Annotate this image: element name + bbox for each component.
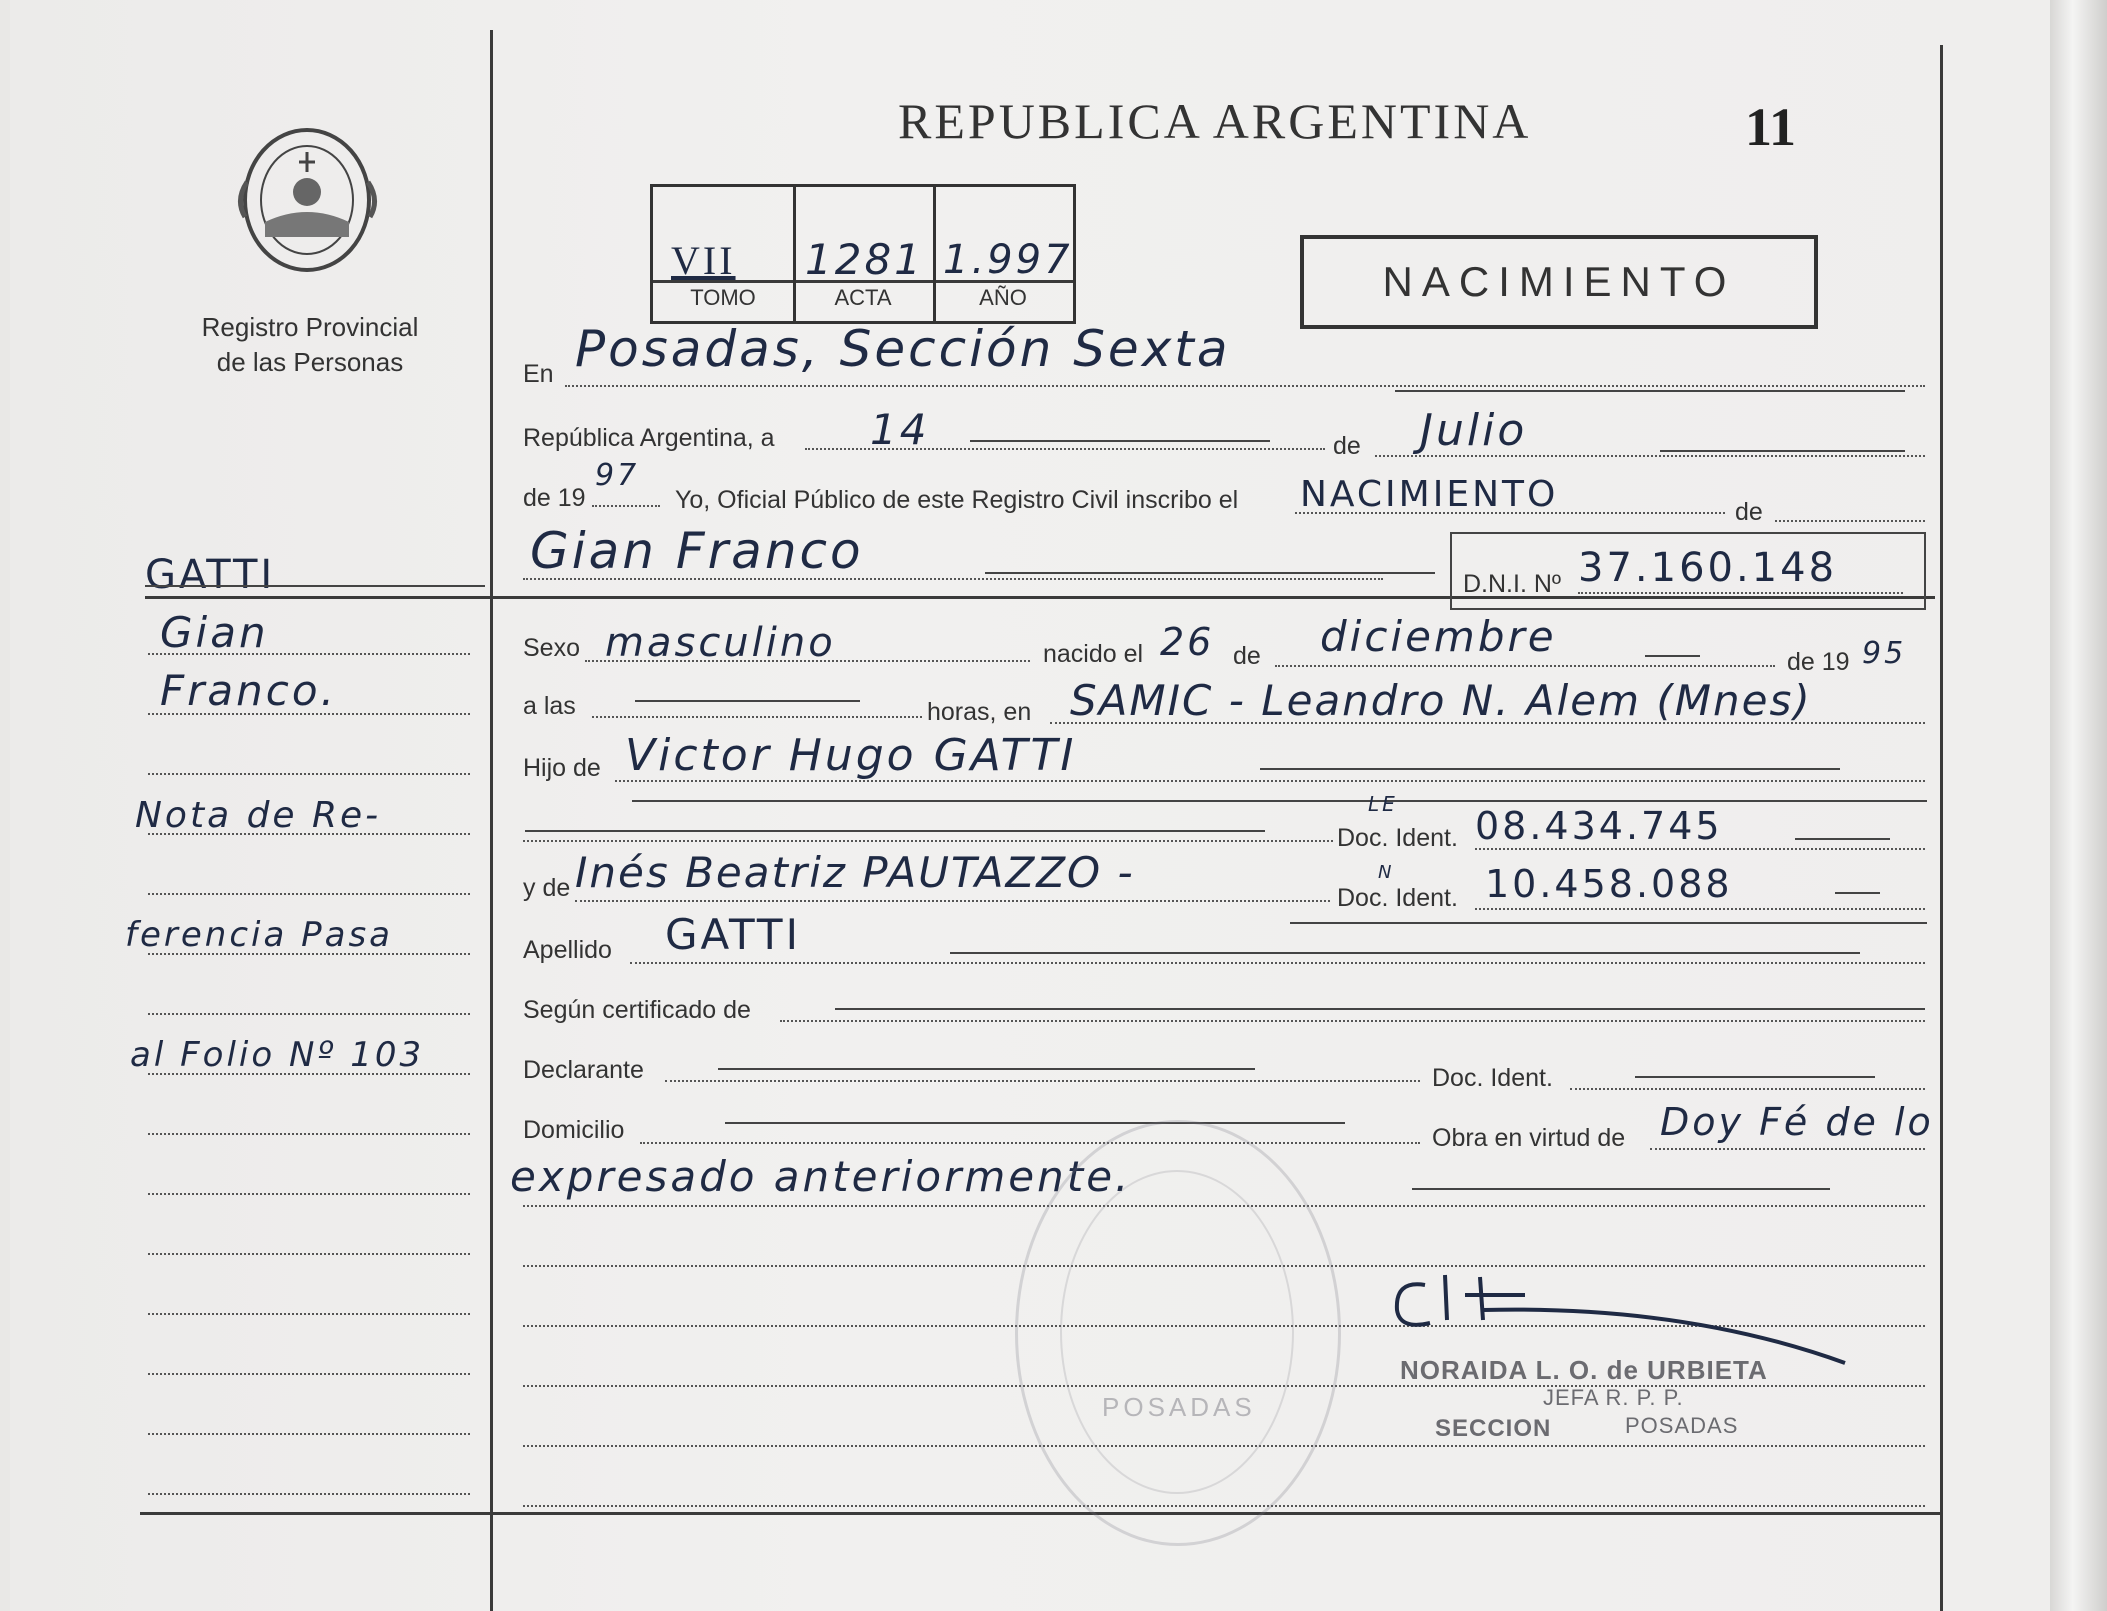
dotted-line: [575, 900, 1330, 902]
place-value: SAMIC - Leandro N. Alem (Mnes): [1070, 676, 1812, 725]
doc-ident-label-3: Doc. Ident.: [1432, 1064, 1553, 1092]
tomo-label: TOMO: [690, 285, 756, 310]
en-label: En: [523, 360, 554, 388]
doc-ident-label: Doc. Ident.: [1337, 824, 1458, 852]
en-value: Posadas, Sección Sexta: [575, 320, 1231, 378]
signatory-name: NORAIDA L. O. de URBIETA: [1400, 1355, 1768, 1385]
dotted-line: [630, 962, 1925, 964]
page-edge: [2050, 0, 2107, 1611]
right-border: [1940, 45, 1943, 1611]
oficial-text: Yo, Oficial Público de este Registro Civil inscribo el: [675, 486, 1239, 514]
apellido-value: GATTI: [665, 910, 801, 959]
nacido-label: nacido el: [1043, 640, 1144, 668]
signatory-title: JEFA R. P. P.: [1543, 1385, 1684, 1410]
domicilio-label: Domicilio: [523, 1116, 625, 1144]
fill-line: [718, 1068, 1255, 1070]
document-title: REPUBLICA ARGENTINA: [898, 93, 1532, 149]
dotted-line: [585, 660, 1030, 662]
province-seal: [235, 122, 380, 282]
fill-line: [1395, 390, 1905, 392]
de-label-3: de: [1233, 642, 1261, 670]
nacido-day: 26: [1160, 620, 1215, 664]
margin-note-1: Nota de Re-: [135, 795, 382, 836]
margin-dotted-line: [148, 1433, 470, 1435]
fill-line: [1290, 922, 1927, 924]
father-doc-prefix: LE: [1368, 792, 1398, 816]
tomo-value: VII: [671, 238, 736, 283]
signatory-city: POSADAS: [1625, 1413, 1739, 1438]
margin-surname: GATTI: [145, 552, 276, 598]
fill-line: [1412, 1188, 1830, 1190]
dotted-line: [1475, 908, 1925, 910]
margin-divider: [490, 30, 493, 1611]
sexo-value: masculino: [605, 620, 836, 666]
fill-line: [1660, 450, 1905, 452]
nacido-month: diciembre: [1320, 612, 1557, 661]
apellido-label: Apellido: [523, 936, 612, 964]
official-stamp-inner: [1060, 1170, 1294, 1494]
month-value: Julio: [1420, 405, 1528, 456]
dni-value: 37.160.148: [1578, 545, 1838, 591]
margin-fill-line: [145, 585, 485, 587]
de-label-2: de: [1735, 498, 1763, 526]
dotted-line: [592, 716, 922, 718]
hijo-label: Hijo de: [523, 754, 601, 782]
margin-dotted-line: [148, 1013, 470, 1015]
acta-label: ACTA: [834, 285, 892, 310]
margin-dotted-line: [148, 1193, 470, 1195]
fill-line: [635, 700, 860, 702]
father-doc: 08.434.745: [1475, 804, 1723, 848]
margin-dotted-line: [148, 773, 470, 775]
fill-line: [970, 440, 1270, 442]
margin-note-3: al Folio Nº 103: [130, 1035, 425, 1075]
de19-label-2: de 19: [1787, 648, 1850, 676]
fill-line: [1635, 1076, 1875, 1078]
act-type-box: NACIMIENTO: [1300, 235, 1818, 329]
obra-value: Doy Fé de lo: [1660, 1100, 1934, 1144]
dotted-line: [1650, 1148, 1925, 1150]
margin-dotted-line: [148, 653, 470, 655]
dotted-line: [523, 578, 1383, 580]
dotted-line: [780, 1020, 1925, 1022]
dotted-line: [615, 780, 1925, 782]
dotted-line: [523, 840, 1333, 842]
margin-dotted-line: [148, 953, 470, 955]
de19-label: de 19: [523, 484, 586, 512]
nacido-year: 95: [1862, 636, 1907, 671]
margin-dotted-line: [148, 893, 470, 895]
a-las-label: a las: [523, 692, 576, 720]
inscribo-value: NACIMIENTO: [1300, 474, 1559, 515]
margin-dotted-line: [148, 1073, 470, 1075]
margin-dotted-line: [148, 713, 470, 715]
fill-line: [525, 830, 1265, 832]
margin-dotted-line: [148, 1373, 470, 1375]
dotted-line: [665, 1080, 1420, 1082]
fill-line: [1835, 892, 1880, 894]
signatory-section: SECCION: [1435, 1415, 1552, 1442]
margin-dotted-line: [148, 1253, 470, 1255]
dotted-line: [565, 385, 1925, 387]
dotted-line: [640, 1142, 1420, 1144]
margin-dotted-line: [148, 1313, 470, 1315]
name-value: Gian Franco: [530, 522, 864, 580]
sexo-label: Sexo: [523, 634, 580, 662]
margin-note-2: ferencia Pasa: [125, 915, 394, 955]
registry-line-1: Registro Provincial: [201, 312, 419, 342]
fill-line: [632, 800, 1927, 802]
obra-continued: expresado anteriormente.: [510, 1152, 1132, 1201]
mother-doc: 10.458.088: [1485, 862, 1733, 906]
fill-line: [985, 572, 1435, 574]
y-de-label: y de: [523, 874, 571, 902]
fill-line: [835, 1008, 1925, 1010]
day-value: 14: [870, 405, 930, 454]
dotted-line: [592, 505, 660, 507]
fill-line: [1795, 838, 1890, 840]
year-value: 97: [595, 458, 640, 493]
record-table: [650, 184, 1076, 324]
stamp-city: POSADAS: [1102, 1392, 1256, 1422]
acta-value: 1281: [805, 235, 924, 284]
margin-given-2: Franco.: [160, 666, 337, 715]
fill-line: [1260, 768, 1840, 770]
fill-line: [1645, 655, 1700, 657]
registry-line-2: de las Personas: [216, 347, 404, 377]
bottom-divider: [140, 1512, 1940, 1515]
dotted-line: [1275, 665, 1775, 667]
dotted-line: [1775, 520, 1925, 522]
fill-line: [950, 952, 1860, 954]
anio-value: 1.997: [943, 237, 1073, 283]
segun-label: Según certificado de: [523, 996, 751, 1024]
registry-name: [150, 310, 470, 380]
mother-value: Inés Beatriz PAUTAZZO -: [575, 848, 1135, 897]
dotted-line: [1578, 592, 1903, 594]
anio-label: AÑO: [979, 285, 1027, 310]
page-number: 11: [1745, 97, 1797, 157]
margin-dotted-line: [148, 1493, 470, 1495]
margin-dotted-line: [148, 833, 470, 835]
dotted-line: [1570, 1088, 1925, 1090]
margin-given-1: Gian: [160, 608, 269, 657]
obra-label: Obra en virtud de: [1432, 1124, 1626, 1152]
fill-line: [725, 1122, 1345, 1124]
horas-label: horas, en: [927, 698, 1032, 726]
mother-doc-prefix: N: [1378, 862, 1395, 883]
father-value: Victor Hugo GATTI: [625, 730, 1077, 781]
dni-label: D.N.I. Nº: [1463, 570, 1562, 598]
dotted-line: [1475, 848, 1925, 850]
republica-label: República Argentina, a: [523, 424, 775, 452]
de-label: de: [1333, 432, 1361, 460]
declarante-label: Declarante: [523, 1056, 644, 1084]
margin-dotted-line: [148, 1133, 470, 1135]
doc-ident-label-2: Doc. Ident.: [1337, 884, 1458, 912]
